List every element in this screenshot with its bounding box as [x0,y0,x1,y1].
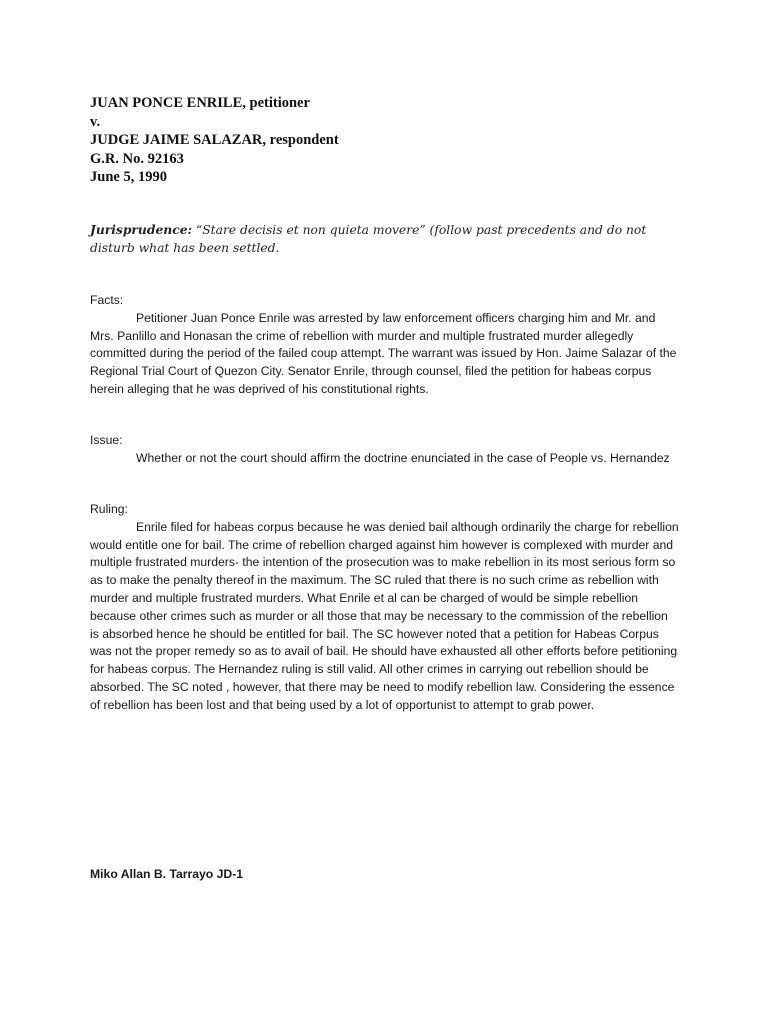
issue-body: Whether or not the court should affirm the doctrine enunciated in the case of People vs. Hernandez [136,450,670,465]
petitioner-line: JUAN PONCE ENRILE, petitioner [90,95,310,111]
respondent-line: JUDGE JAIME SALAZAR, respondent [90,132,339,148]
ruling-body: Enrile filed for habeas corpus because he was denied bail although ordinarily the charge for rebellion would entitle one for bail. The crime of rebellion charged against him however is complexed with murder and multiple frustrated murders- the intention of the prosecution was to make rebellion in its most serious form so as to make the penalty thereof in the maximum. The SC ruled that there is no such crime as rebellion with murder and multiple frustrated murders. What Enrile et al can be charged of would be simple rebellion because other crimes such as murder or all those that may be necessary to the commission of the rebellion is absorbed hence he should be entitled for bail. The SC however noted that a petition for Habeas Corpus was not the proper remedy so as to avail of bail. He should have exhausted all other efforts before petitioning for habeas corpus. The Hernandez ruling is still valid. All other crimes in carrying out rebellion should be absorbed. The SC noted , however, that there may be need to modify rebellion law. Considering the essence of rebellion has been lost and that being used by a lot of opportunist to attempt to grab power. [90,519,679,712]
facts-heading: Facts: [90,293,124,307]
case-caption [90,94,690,187]
versus-line: v. [90,113,101,130]
issue-heading: Issue: [90,433,123,447]
jurisprudence-block [90,221,680,257]
jurisprudence-label: Jurisprudence: [90,222,193,237]
author-line: Miko Allan B. Tarrayo JD-1 [90,867,244,881]
facts-section [90,292,680,399]
case-date: June 5, 1990 [90,169,167,185]
gr-number: G.R. No. 92163 [90,150,184,167]
facts-body: Petitioner Juan Ponce Enrile was arrested by law enforcement officers charging him and Mr. and Mrs. Panlillo and Honasan the crime of rebellion with murder and multiple frustrated murder allegedly committed during the period of the failed coup attempt. The warrant was issued by Hon. Jaime Salazar of the Regional Trial Court of Quezon City. Senator Enrile, through counsel, filed the petition for habeas corpus herein alleging that he was deprived of his constitutional rights. [90,310,677,396]
ruling-section [90,501,680,715]
jurisprudence-text: “Stare decisis et non quieta movere” (follow past precedents and do not disturb what has been settled. [90,223,647,255]
issue-section [90,432,680,468]
ruling-heading: Ruling: [90,502,128,516]
